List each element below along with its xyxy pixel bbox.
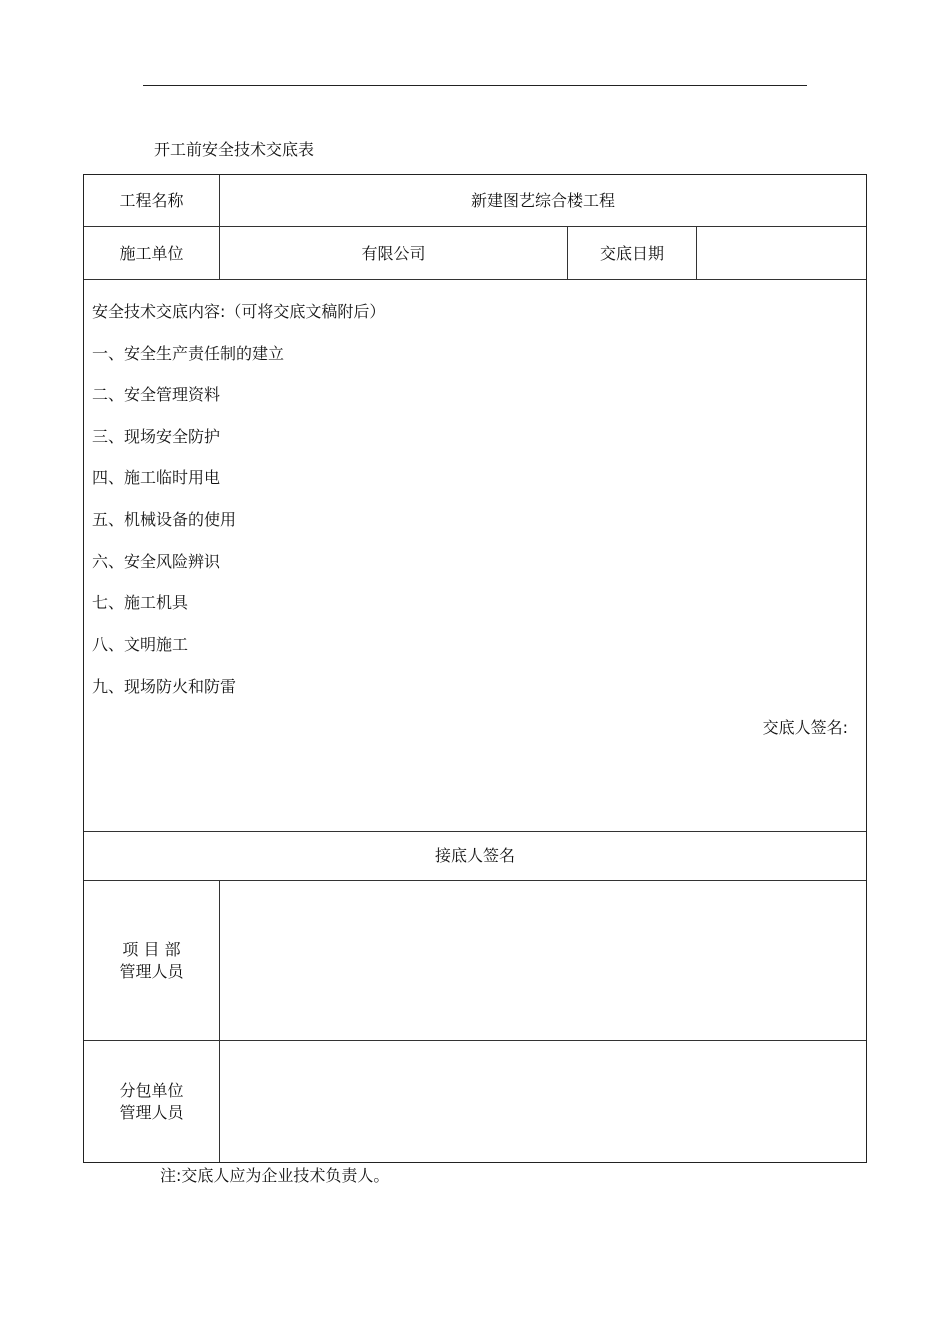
content-item: 六、安全风险辨识 — [92, 552, 221, 571]
project-dept-label — [84, 881, 219, 1040]
top-rule — [143, 85, 807, 86]
content-item: 五、机械设备的使用 — [92, 510, 237, 529]
project-name-value: 新建图艺综合楼工程 — [470, 191, 615, 210]
subcontractor-label-line2: 管理人员 — [119, 1102, 184, 1122]
subcontractor-label-line1: 分包单位 — [119, 1080, 184, 1100]
receiver-section-title: 接底人签名 — [434, 846, 515, 865]
content-item: 二、安全管理资料 — [92, 385, 221, 404]
content-item: 八、文明施工 — [92, 635, 189, 654]
discloser-signature-label: 交底人签名: — [762, 718, 848, 737]
subcontractor-signature-area[interactable] — [220, 1041, 866, 1162]
form-title: 开工前安全技术交底表 — [154, 140, 315, 159]
content-intro: 安全技术交底内容:（可将交底文稿附后） — [92, 302, 386, 321]
content-item: 七、施工机具 — [92, 593, 189, 612]
disclosure-date-label: 交底日期 — [599, 243, 664, 263]
row-divider-1 — [84, 226, 866, 227]
project-dept-signature-area[interactable] — [220, 881, 866, 1040]
content-item: 九、现场防火和防雷 — [92, 677, 237, 696]
project-dept-label-line1: 项 目 部 — [122, 939, 181, 959]
footnote: 注:交底人应为企业技术负责人。 — [160, 1166, 390, 1185]
row-divider-2 — [84, 279, 866, 280]
content-item: 一、安全生产责任制的建立 — [92, 344, 285, 363]
construction-unit-value: 有限公司 — [361, 243, 426, 263]
disclosure-date-value — [697, 228, 866, 279]
content-item: 三、现场安全防护 — [92, 427, 221, 446]
content-item: 四、施工临时用电 — [92, 468, 221, 487]
construction-unit-label: 施工单位 — [119, 243, 184, 263]
project-dept-label-line2: 管理人员 — [119, 961, 184, 981]
subcontractor-label — [84, 1041, 219, 1162]
project-name-label: 工程名称 — [119, 191, 184, 210]
